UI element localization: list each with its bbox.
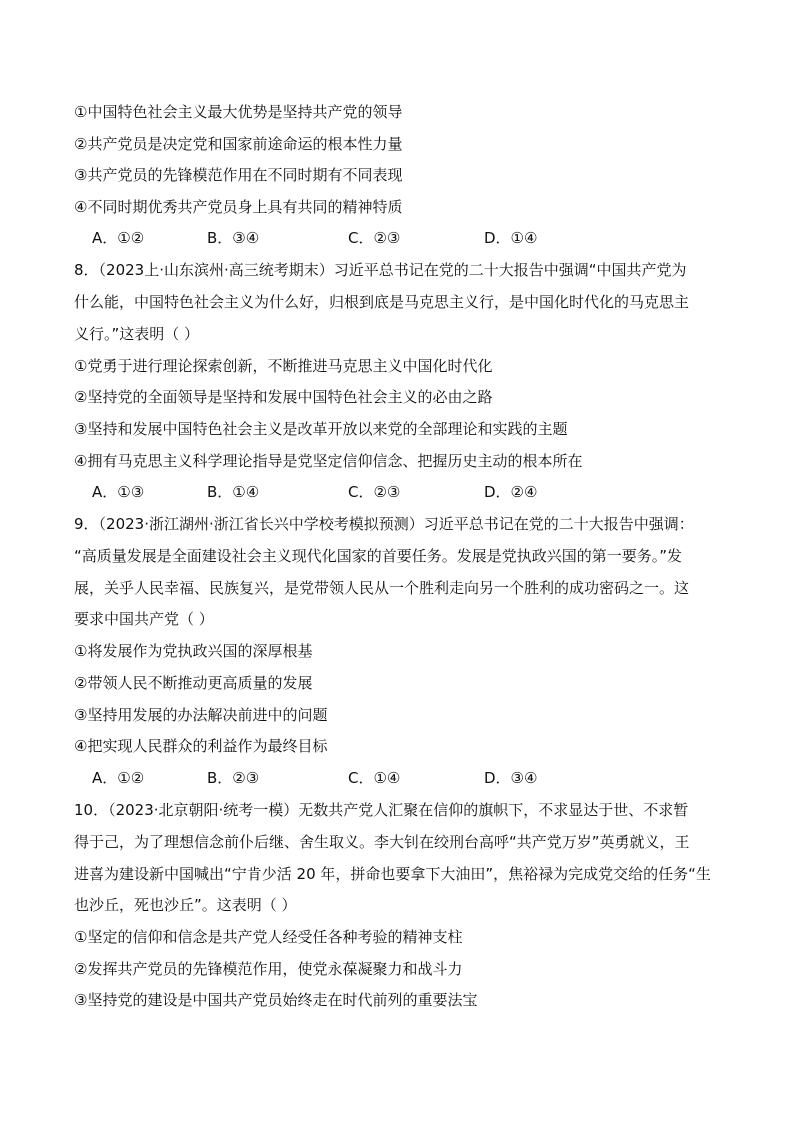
q8-item-4: ④拥有马克思主义科学理论指导是党坚定信仰信念、把握历史主动的根本所在 xyxy=(74,452,583,470)
q9-item-3: ③坚持用发展的办法解决前进中的问题 xyxy=(74,706,328,724)
q8-item-2: ②坚持党的全面领导是坚持和发展中国特色社会主义的必由之路 xyxy=(74,388,493,406)
q7-option-b[interactable]: B．③④ xyxy=(207,229,260,247)
q8-stem-line-2: 什么能，中国特色社会主义为什么好，归根到底是马克思主义行，是中国化时代化的马克思主 xyxy=(74,293,690,311)
q7-option-c[interactable]: C．②③ xyxy=(348,229,401,247)
q8-stem-line-1: 8．（2023上·山东滨州·高三统考期末）习近平总书记在党的二十大报告中强调“中国共产党为 xyxy=(74,261,687,279)
q8-item-3: ③坚持和发展中国特色社会主义是改革开放以来党的全部理论和实践的主题 xyxy=(74,420,568,438)
q9-stem-line-3: 展，关乎人民幸福、民族复兴，是党带领人民从一个胜利走向另一个胜利的成功密码之一。这 xyxy=(74,579,690,597)
q9-item-2: ②带领人民不断推动更高质量的发展 xyxy=(74,674,313,692)
q9-item-4: ④把实现人民群众的利益作为最终目标 xyxy=(74,737,328,755)
q7-item-4: ④不同时期优秀共产党员身上具有共同的精神特质 xyxy=(74,198,403,216)
q10-item-2: ②发挥共产党员的先锋模范作用，使党永葆凝聚力和战斗力 xyxy=(74,960,463,978)
q7-option-d[interactable]: D．①④ xyxy=(484,229,538,247)
q7-item-3: ③共产党员的先锋模范作用在不同时期有不同表现 xyxy=(74,166,403,184)
q9-option-a[interactable]: A．①② xyxy=(92,769,145,787)
q9-option-d[interactable]: D．③④ xyxy=(484,769,538,787)
q10-stem-line-3: 进喜为建设新中国喊出“宁肯少活 20 年，拼命也要拿下大油田”，焦裕禄为完成党交给的任务“生 xyxy=(74,865,711,883)
q9-option-c[interactable]: C．①④ xyxy=(348,769,401,787)
q8-option-a[interactable]: A．①③ xyxy=(92,483,145,501)
q10-stem-line-4: 也沙丘，死也沙丘”。这表明（ ） xyxy=(74,896,297,914)
q9-stem-line-2: “高质量发展是全面建设社会主义现代化国家的首要任务。发展是党执政兴国的第一要务。”发 xyxy=(74,547,683,565)
q7-item-2: ②共产党员是决定党和国家前途命运的根本性力量 xyxy=(74,135,403,153)
q10-item-1: ①坚定的信仰和信念是共产党人经受任各种考验的精神支柱 xyxy=(74,928,463,946)
q8-option-c[interactable]: C．②③ xyxy=(348,483,401,501)
q9-stem-line-1: 9．（2023·浙江湖州·浙江省长兴中学校考模拟预测）习近平总书记在党的二十大报告中强调： xyxy=(74,515,694,533)
q9-option-b[interactable]: B．②③ xyxy=(207,769,260,787)
q7-item-1: ①中国特色社会主义最大优势是坚持共产党的领导 xyxy=(74,103,403,121)
q10-item-3: ③坚持党的建设是中国共产党员始终走在时代前列的重要法宝 xyxy=(74,991,478,1009)
q8-option-b[interactable]: B．①④ xyxy=(207,483,260,501)
q10-stem-line-2: 得于己，为了理想信念前仆后继、舍生取义。李大钊在绞刑台高呼“共产党万岁”英勇就义，王 xyxy=(74,833,690,851)
q7-option-a[interactable]: A．①② xyxy=(92,229,145,247)
q9-stem-line-4: 要求中国共产党（ ） xyxy=(74,610,214,628)
q8-option-d[interactable]: D．②④ xyxy=(484,483,538,501)
q8-stem-line-3: 义行。”这表明（ ） xyxy=(74,325,200,343)
q9-item-1: ①将发展作为党执政兴国的深厚根基 xyxy=(74,642,313,660)
q8-item-1: ①党勇于进行理论探索创新，不断推进马克思主义中国化时代化 xyxy=(74,357,493,375)
q10-stem-line-1: 10．（2023·北京朝阳·统考一模）无数共产党人汇聚在信仰的旗帜下，不求显达于世、不求暂 xyxy=(74,801,689,819)
